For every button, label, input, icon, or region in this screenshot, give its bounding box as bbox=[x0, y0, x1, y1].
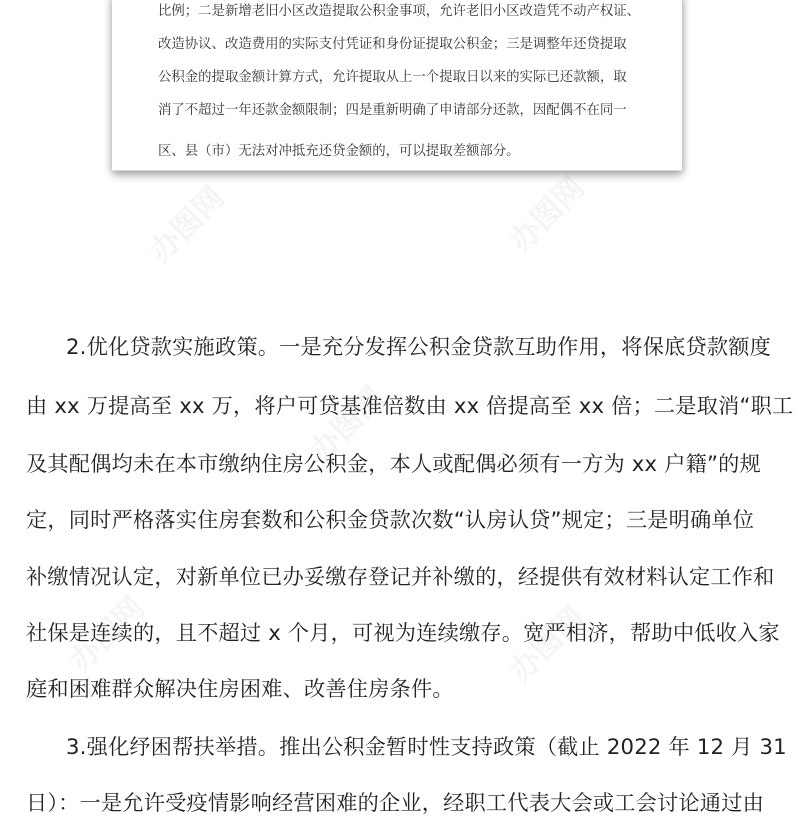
quote-card bbox=[112, 0, 682, 171]
paragraph-2-line: 2.优化贷款实施政策。一是充分发挥公积金贷款互助作用，将保底贷款额度 bbox=[66, 334, 772, 359]
paragraph-2-line: 由 xx 万提高至 xx 万，将户可贷基准倍数由 xx 倍提高至 xx 倍；二是取消“职工 bbox=[26, 393, 794, 418]
paragraph-2-line: 社保是连续的，且不超过 x 个月，可视为连续缴存。宽严相济，帮助中低收入家 bbox=[26, 620, 780, 645]
watermark: 办图网 bbox=[503, 170, 592, 259]
card-text-line: 改造协议、改造费用的实际支付凭证和身份证提取公积金；三是调整年还贷提取 bbox=[158, 37, 627, 52]
paragraph-3-line: 3.强化纾困帮扶举措。推出公积金暂时性支持政策（截止 2022 年 12 月 31 bbox=[66, 734, 787, 759]
card-text-line: 公积金的提取金额计算方式，允许提取从上一个提取日以来的实际已还款额，取 bbox=[158, 70, 627, 85]
paragraph-2-line: 庭和困难群众解决住房困难、改善住房条件。 bbox=[26, 676, 454, 701]
paragraph-2-line: 及其配偶均未在本市缴纳住房公积金，本人或配偶必须有一方为 xx 户籍”的规 bbox=[26, 451, 761, 476]
card-text-line: 区、县（市）无法对冲抵充还贷金额的，可以提取差额部分。 bbox=[158, 144, 520, 159]
watermark: 办图网 bbox=[303, 380, 392, 469]
paragraph-2-line: 补缴情况认定，对新单位已办妥缴存登记并补缴的，经提供有效材料认定工作和 bbox=[26, 564, 775, 589]
watermark: 办图网 bbox=[63, 590, 152, 679]
paragraph-2-line: 定，同时严格落实住房套数和公积金贷款次数“认房认贷”规定；三是明确单位 bbox=[26, 507, 755, 532]
paragraph-3-line: 日）：一是允许受疫情影响经营困难的企业，经职工代表大会或工会讨论通过由 bbox=[26, 790, 764, 815]
watermark: 办图网 bbox=[503, 600, 592, 689]
watermark: 办图网 bbox=[143, 180, 232, 269]
card-text-line: 消了不超过一年还款金额限制；四是重新明确了申请部分还款，因配偶不在同一 bbox=[158, 103, 627, 118]
card-text-line: 比例；二是新增老旧小区改造提取公积金事项，允许老旧小区改造凭不动产权证、 bbox=[158, 4, 641, 19]
